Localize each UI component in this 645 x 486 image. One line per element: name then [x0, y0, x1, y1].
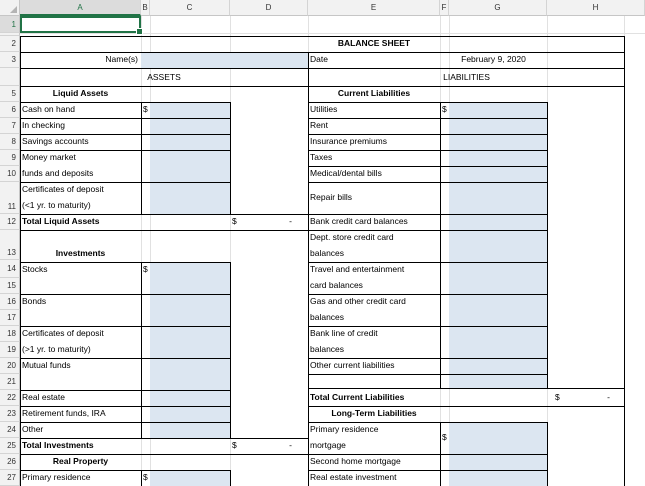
cd-label: Certificates of deposit	[22, 184, 104, 194]
border	[624, 36, 625, 486]
names-input[interactable]	[141, 52, 308, 68]
money-market-label: Money market	[22, 152, 76, 162]
column-header-b[interactable]: B	[141, 0, 150, 16]
real-estate-inv-label: Real estate investment	[310, 472, 397, 482]
currency-symbol: $	[232, 216, 237, 226]
column-header-a[interactable]: A	[20, 0, 141, 16]
row-header[interactable]: 20	[0, 358, 20, 374]
row-header[interactable]: 7	[0, 118, 20, 134]
column-header-c[interactable]: C	[150, 0, 230, 16]
column-header-h[interactable]: H	[547, 0, 645, 16]
border	[547, 102, 548, 388]
row-header[interactable]: 9	[0, 150, 20, 166]
gas-cc-label-2: balances	[310, 312, 345, 322]
select-all-corner[interactable]	[0, 0, 20, 16]
border	[308, 388, 625, 389]
row-header[interactable]: 1	[0, 16, 20, 33]
retirement-label: Retirement funds, IRA	[22, 408, 106, 418]
border	[141, 262, 142, 438]
liquid-assets-heading: Liquid Assets	[52, 88, 109, 98]
cd-label-2: (<1 yr. to maturity)	[22, 200, 91, 210]
in-checking-label: In checking	[22, 120, 65, 130]
select-all-icon	[10, 6, 17, 13]
date-value[interactable]: February 9, 2020	[461, 54, 526, 64]
dept-store-label-2: balances	[310, 248, 345, 258]
border	[230, 470, 231, 486]
currency-symbol: $	[143, 104, 148, 114]
border	[20, 230, 308, 231]
names-label: Name(s)	[105, 54, 138, 64]
row-header[interactable]: 19	[0, 342, 20, 358]
currency-symbol: $	[442, 432, 447, 442]
sheet-title: BALANCE SHEET	[337, 38, 411, 48]
bank-cc-label: Bank credit card balances	[310, 216, 408, 226]
row-header[interactable]: 14	[0, 260, 20, 278]
row-header[interactable]	[0, 68, 20, 86]
total-liquid-value: -	[289, 216, 292, 226]
total-current-label: Total Current Liabilities	[310, 392, 405, 402]
real-property-inputs[interactable]	[150, 470, 230, 486]
column-header-g[interactable]: G	[449, 0, 547, 16]
real-property-heading: Real Property	[52, 456, 109, 466]
insurance-label: Insurance premiums	[310, 136, 388, 146]
cd-long-label: Certificates of deposit	[22, 328, 104, 338]
active-cell-a1[interactable]	[20, 16, 141, 33]
border	[308, 182, 548, 183]
bonds-label: Bonds	[22, 296, 47, 306]
travel-label: Travel and entertainment	[310, 264, 405, 274]
border	[230, 262, 231, 438]
row-header[interactable]: 26	[0, 454, 20, 470]
total-investments-label: Total Investments	[22, 440, 94, 450]
liabilities-header: LIABILITIES	[443, 72, 490, 82]
column-header-d[interactable]: D	[230, 0, 308, 16]
total-investments-value: -	[289, 440, 292, 450]
currency-symbol: $	[143, 264, 148, 274]
second-home-label: Second home mortgage	[310, 456, 401, 466]
row-header[interactable]: 2	[0, 36, 20, 52]
taxes-label: Taxes	[310, 152, 333, 162]
fill-handle[interactable]	[136, 28, 143, 35]
money-market-label-2: funds and deposits	[22, 168, 94, 178]
savings-label: Savings accounts	[22, 136, 89, 146]
current-liabilities-inputs[interactable]	[449, 102, 547, 388]
current-liabilities-heading: Current Liabilities	[337, 88, 411, 98]
primary-mortgage-label: Primary residence	[310, 424, 379, 434]
bank-line-label: Bank line of credit	[310, 328, 378, 338]
row-header[interactable]: 16	[0, 294, 20, 310]
row-header[interactable]: 10	[0, 166, 20, 182]
row-header[interactable]: 17	[0, 310, 20, 326]
border	[440, 102, 441, 388]
gas-cc-label: Gas and other credit card	[310, 296, 406, 306]
column-header-f[interactable]: F	[440, 0, 449, 16]
row-header[interactable]: 13	[0, 230, 20, 260]
row-header[interactable]: 3	[0, 52, 20, 68]
total-liquid-label: Total Liquid Assets	[22, 216, 100, 226]
repair-label: Repair bills	[310, 192, 353, 202]
other-label: Other	[22, 424, 44, 434]
row-header[interactable]: 27	[0, 470, 20, 486]
assets-header: ASSETS	[147, 72, 181, 82]
primary-mortgage-label-2: mortgage	[310, 440, 346, 450]
investments-heading: Investments	[55, 248, 106, 258]
dept-store-label: Dept. store credit card	[310, 232, 394, 242]
bank-line-label-2: balances	[310, 344, 345, 354]
utilities-label: Utilities	[310, 104, 338, 114]
row-header[interactable]: 6	[0, 102, 20, 118]
long-term-heading: Long-Term Liabilities	[331, 408, 417, 418]
row-header[interactable]: 11	[0, 182, 20, 214]
investments-inputs[interactable]	[150, 262, 230, 438]
real-estate-label: Real estate	[22, 392, 65, 402]
row-header[interactable]: 25	[0, 438, 20, 454]
row-header[interactable]: 5	[0, 86, 20, 102]
cash-on-hand-label: Cash on hand	[22, 104, 75, 114]
rent-label: Rent	[310, 120, 328, 130]
other-current-label: Other current liabilities	[310, 360, 395, 370]
currency-symbol: $	[232, 440, 237, 450]
row-header[interactable]: 12	[0, 214, 20, 230]
row-header[interactable]: 18	[0, 326, 20, 342]
border	[20, 68, 625, 69]
row-header[interactable]: 22	[0, 390, 20, 406]
border	[308, 374, 548, 375]
currency-symbol: $	[442, 104, 447, 114]
medical-label: Medical/dental bills	[310, 168, 382, 178]
row-header[interactable]: 24	[0, 422, 20, 438]
mutual-funds-label: Mutual funds	[22, 360, 71, 370]
row-header[interactable]: 23	[0, 406, 20, 422]
primary-residence-label: Primary residence	[22, 472, 91, 482]
row-header[interactable]: 21	[0, 374, 20, 390]
date-label: Date	[310, 54, 328, 64]
cd-long-label-2: (>1 yr. to maturity)	[22, 344, 91, 354]
row-header[interactable]: 8	[0, 134, 20, 150]
gridline	[20, 33, 645, 34]
total-current-value: -	[607, 392, 610, 402]
stocks-label: Stocks	[22, 264, 48, 274]
row-header[interactable]: 15	[0, 278, 20, 294]
column-header-e[interactable]: E	[308, 0, 440, 16]
travel-label-2: card balances	[310, 280, 363, 290]
currency-symbol: $	[143, 472, 148, 482]
currency-symbol: $	[555, 392, 560, 402]
